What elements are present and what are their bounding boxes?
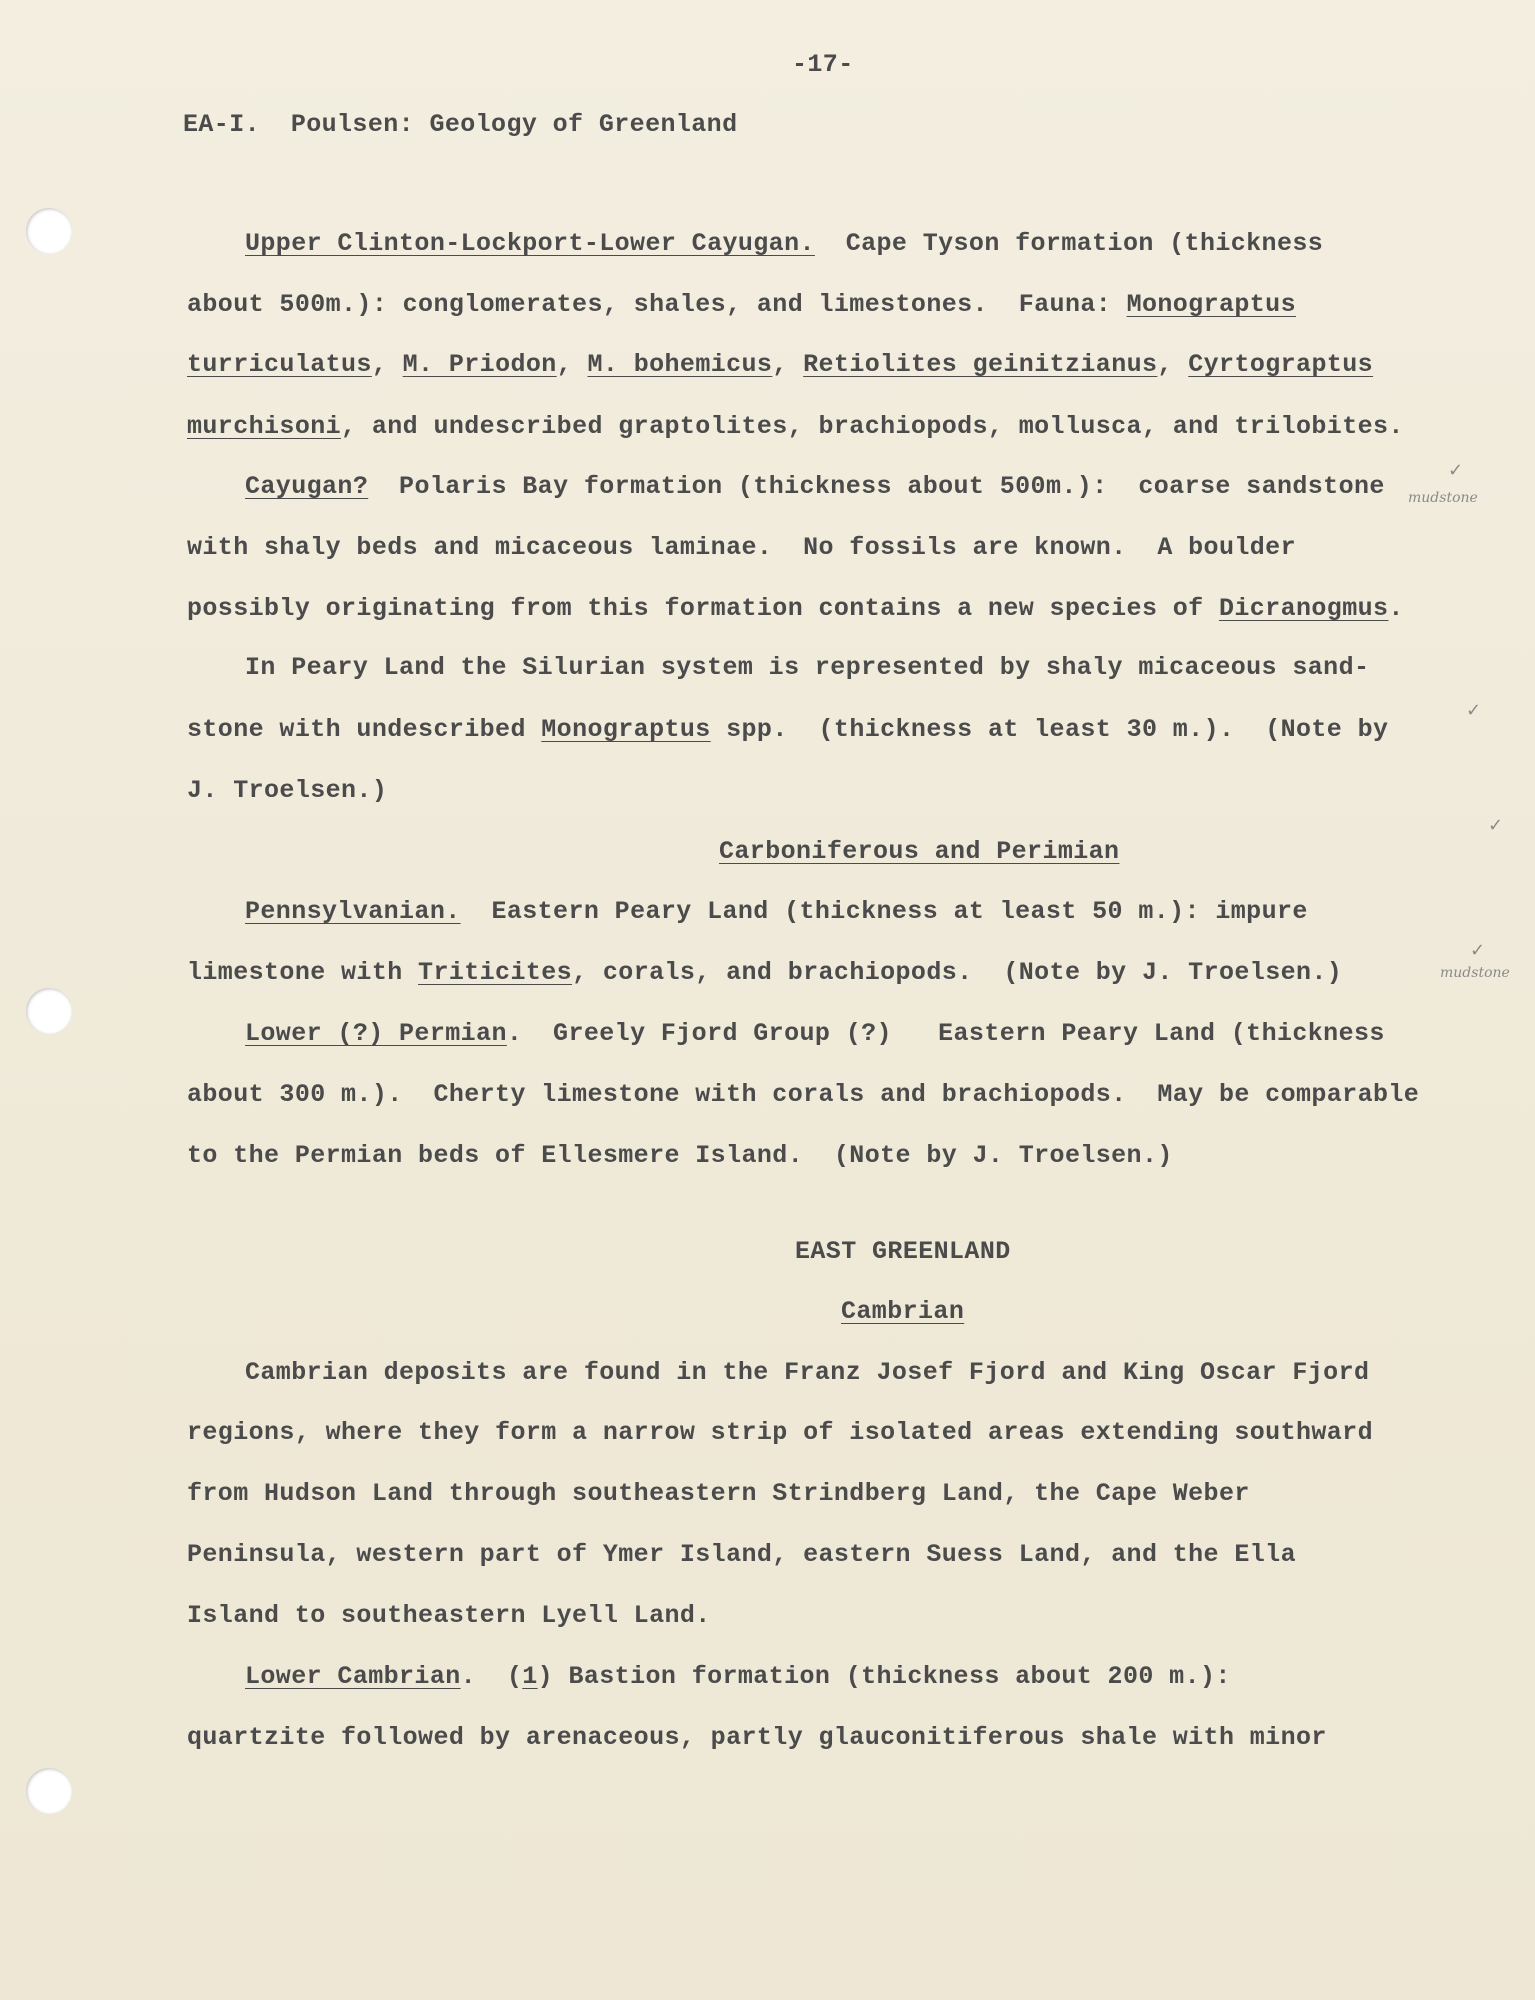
paragraph-line: Cayugan? Polaris Bay formation (thickness about 500m.): coarse sandstone — [245, 472, 1385, 501]
paragraph-line: Upper Clinton-Lockport-Lower Cayugan. Cape Tyson formation (thickness — [245, 229, 1324, 258]
running-header: EA-I. Poulsen: Geology of Greenland — [183, 110, 738, 139]
paragraph-line: regions, where they form a narrow strip of isolated areas extending southward — [187, 1418, 1373, 1447]
paragraph-line: stone with undescribed Monograptus spp. (thickness at least 30 m.). (Note by — [187, 715, 1389, 744]
paragraph-line: about 500m.): conglomerates, shales, and limestones. Fauna: Monograptus — [187, 290, 1296, 319]
section-heading-inline: Pennsylvanian. — [245, 897, 461, 926]
paragraph-line: Lower Cambrian. (1) Bastion formation (thickness about 200 m.): — [245, 1662, 1231, 1691]
paragraph-line: limestone with Triticites, corals, and brachiopods. (Note by J. Troelsen.) — [187, 958, 1343, 987]
paragraph-line: In Peary Land the Silurian system is represented by shaly micaceous sand- — [245, 653, 1370, 682]
paragraph-line: Peninsula, western part of Ymer Island, eastern Suess Land, and the Ella — [187, 1540, 1296, 1569]
check-mark-icon: ✓ — [1448, 460, 1464, 481]
binder-hole-bottom — [26, 1768, 72, 1814]
paragraph-line: with shaly beds and micaceous laminae. No fossils are known. A boulder — [187, 533, 1296, 562]
margin-annotation: mudstone — [1408, 490, 1478, 506]
paragraph-line: J. Troelsen.) — [187, 776, 388, 805]
paragraph-line: from Hudson Land through southeastern Strindberg Land, the Cape Weber — [187, 1479, 1250, 1508]
section-heading-inline: Lower (?) Permian — [245, 1019, 507, 1048]
paragraph-line: quartzite followed by arenaceous, partly glauconitiferous shale with minor — [187, 1723, 1327, 1752]
binder-hole-top — [26, 208, 72, 254]
binder-hole-middle — [26, 988, 72, 1034]
check-mark-icon: ✓ — [1470, 940, 1486, 961]
margin-annotation: mudstone — [1440, 965, 1510, 981]
paragraph-line: Island to southeastern Lyell Land. — [187, 1601, 711, 1630]
check-mark-icon: ✓ — [1488, 815, 1504, 836]
paragraph-line: turriculatus, M. Priodon, M. bohemicus, Retiolites geinitzianus, Cyrtograptus — [187, 350, 1374, 379]
paragraph-line: Lower (?) Permian. Greely Fjord Group (?) Eastern Peary Land (thickness — [245, 1019, 1385, 1048]
section-heading: Carboniferous and Perimian — [719, 837, 1120, 866]
paragraph-line: Cambrian deposits are found in the Franz Josef Fjord and King Oscar Fjord — [245, 1358, 1370, 1387]
section-heading-inline: Cayugan? — [245, 472, 369, 501]
page-number: -17- — [792, 50, 854, 79]
paragraph-line: to the Permian beds of Ellesmere Island. (Note by J. Troelsen.) — [187, 1141, 1173, 1170]
section-heading-inline: Upper Clinton-Lockport-Lower Cayugan. — [245, 229, 815, 258]
paragraph-line: possibly originating from this formation contains a new species of Dicranogmus. — [187, 594, 1404, 623]
paragraph-line: Pennsylvanian. Eastern Peary Land (thickness at least 50 m.): impure — [245, 897, 1308, 926]
section-heading: Cambrian — [841, 1297, 965, 1326]
check-mark-icon: ✓ — [1466, 700, 1482, 721]
paragraph-line: murchisoni, and undescribed graptolites, brachiopods, mollusca, and trilobites. — [187, 412, 1404, 441]
section-heading-inline: Lower Cambrian — [245, 1662, 461, 1691]
region-heading: EAST GREENLAND — [795, 1237, 1011, 1266]
paragraph-line: about 300 m.). Cherty limestone with corals and brachiopods. May be comparable — [187, 1080, 1420, 1109]
